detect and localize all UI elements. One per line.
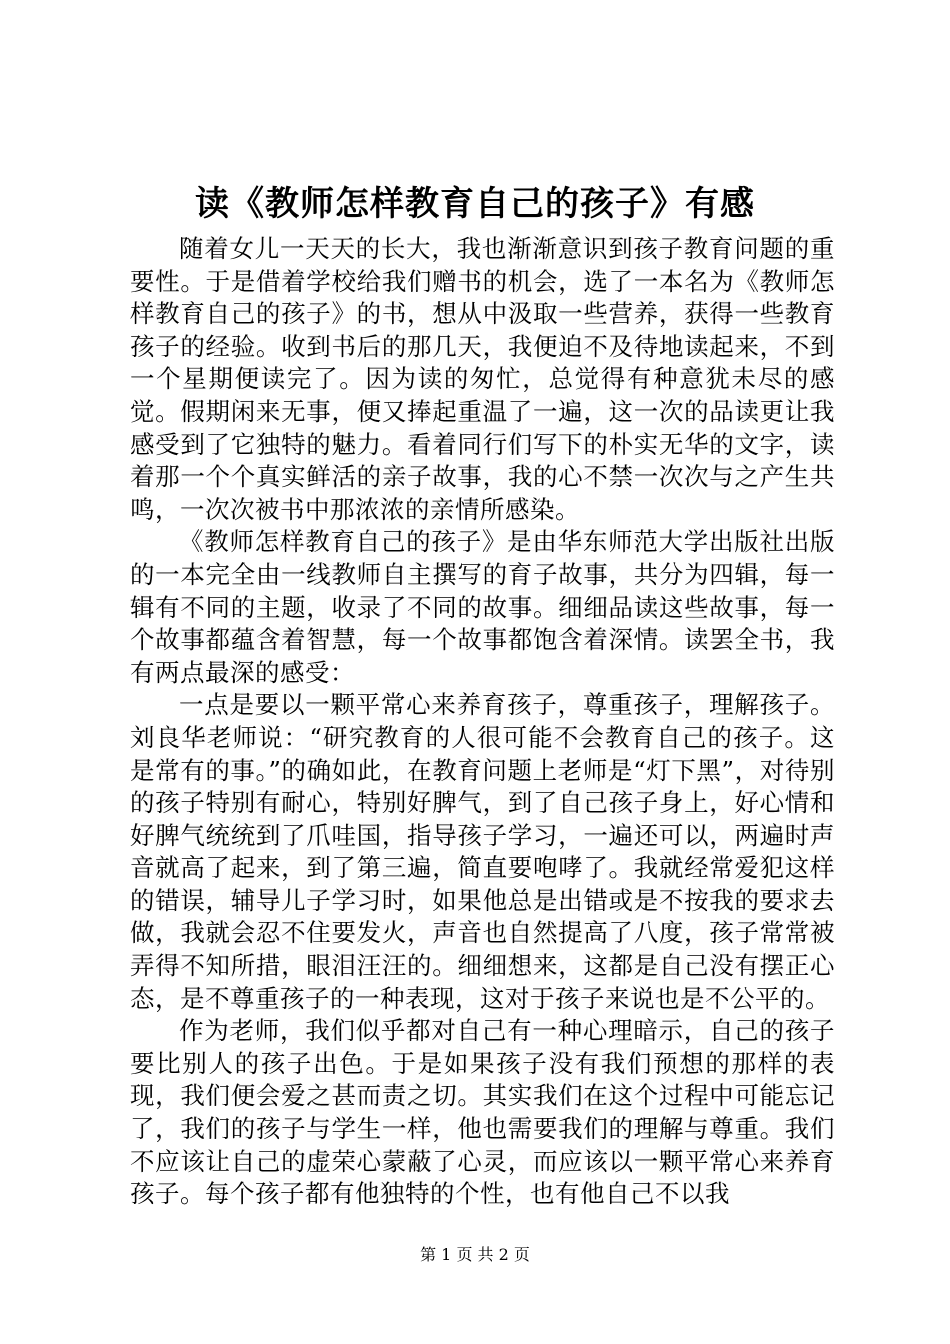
document-title: 读《教师怎样教育自己的孩子》有感 (195, 184, 755, 224)
paragraph: 《教师怎样教育自己的孩子》是由华东师范大学出版社出版的一本完全由一线教师自主撰写的育子故事，共分为四辑，每一辑有不同的主题，收录了不同的故事。细细品读这些故事，每一个故事都蕴含着智慧，每一个故事都饱含着深情。读罢全书，我有两点最深的感受： (130, 527, 835, 687)
page-footer: 第 1 页 共 2 页 (420, 1245, 530, 1264)
paragraph: 作为老师，我们似乎都对自己有一种心理暗示，自己的孩子要比别人的孩子出色。于是如果孩子没有我们预想的那样的表现，我们便会爱之甚而责之切。其实我们在这个过程中可能忘记了，我们的孩子与学生一样，他也需要我们的理解与尊重。我们不应该让自己的虚荣心蒙蔽了心灵，而应该以一颗平常心来养育孩子。每个孩子都有他独特的个性，也有他自己不以我 (130, 1016, 835, 1209)
paragraph: 一点是要以一颗平常心来养育孩子，尊重孩子，理解孩子。刘良华老师说：“研究教育的人很可能不会教育自己的孩子。这是常有的事。”的确如此，在教育问题上老师是“灯下黑”，对待别的孩子特别有耐心，特别好脾气，到了自己孩子身上，好心情和好脾气统统到了爪哇国，指导孩子学习，一遍还可以，两遍时声音就高了起来，到了第三遍，简直要咆哮了。我就经常爱犯这样的错误，辅导儿子学习时，如果他总是出错或是不按我的要求去做，我就会忍不住要发火，声音也自然提高了八度，孩子常常被弄得不知所措，眼泪汪汪的。细细想来，这都是自己没有摆正心态，是不尊重孩子的一种表现，这对于孩子来说也是不公平的。 (130, 690, 835, 1013)
document-body (130, 233, 835, 1211)
paragraph: 随着女儿一天天的长大，我也渐渐意识到孩子教育问题的重要性。于是借着学校给我们赠书的机会，选了一本名为《教师怎样教育自己的孩子》的书，想从中汲取一些营养，获得一些教育孩子的经验。收到书后的那几天，我便迫不及待地读起来，不到一个星期便读完了。因为读的匆忙，总觉得有种意犹未尽的感觉。假期闲来无事，便又捧起重温了一遍，这一次的品读更让我感受到了它独特的魅力。看着同行们写下的朴实无华的文字，读着那一个个真实鲜活的亲子故事，我的心不禁一次次与之产生共鸣，一次次被书中那浓浓的亲情所感染。 (130, 234, 835, 524)
